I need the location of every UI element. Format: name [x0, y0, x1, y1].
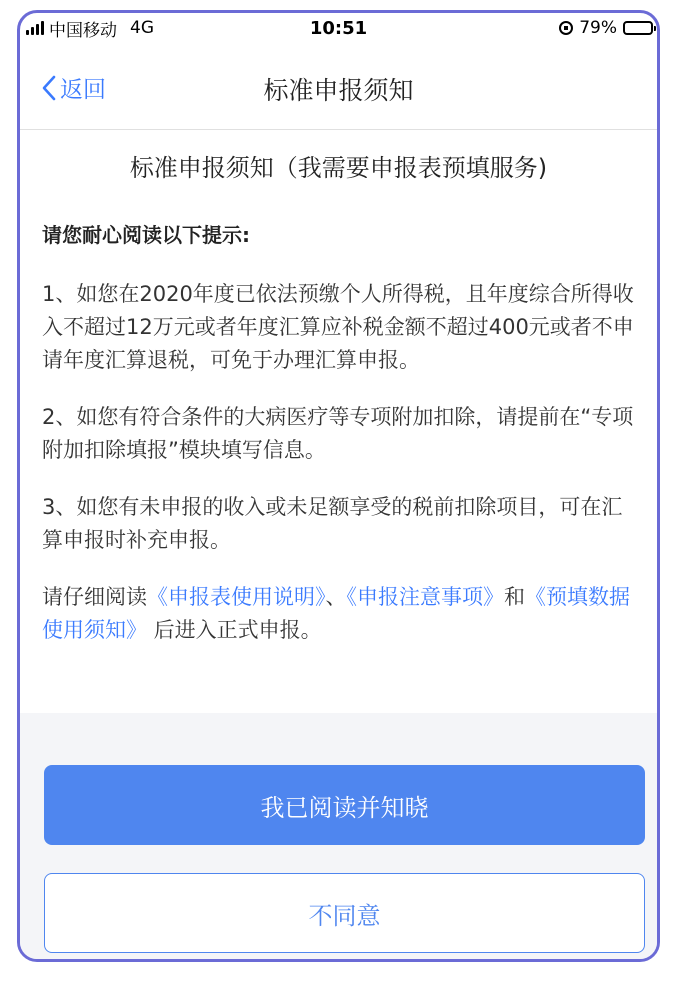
footer-actions [20, 713, 657, 959]
rotation-lock-icon [559, 21, 573, 35]
notice-item-3: 3、如您有未申报的收入或未足额享受的税前扣除项目，可在汇算申报时补充申报。 [42, 495, 623, 552]
reading-notice [42, 581, 635, 647]
carrier-label: 中国移动 [49, 20, 117, 41]
status-right [559, 18, 653, 38]
doc-title: 标准申报须知（我需要申报表预填服务) [129, 154, 548, 182]
notice-prefix: 请仔细阅读 [42, 585, 147, 609]
notice-separator: 、 [325, 585, 347, 609]
notice-item-1: 1、如您在2020年度已依法预缴个人所得税，且年度综合所得收入不超过12万元或者年度汇算应补税金额不超过400元或者不申请年度汇算退税，可免于办理汇算申报。 [42, 282, 634, 372]
notice-suffix: 后进入正式申报。 [147, 618, 322, 642]
notice-content [20, 148, 657, 647]
back-label: 返回 [60, 77, 106, 103]
agree-button[interactable]: 我已阅读并知晓 [44, 765, 645, 845]
status-left [26, 16, 154, 41]
nav-bar [20, 43, 657, 130]
notice-item-2: 2、如您有符合条件的大病医疗等专项附加扣除，请提前在“专项附加扣除填报”模块填写信息。 [42, 405, 634, 462]
page-title: 标准申报须知 [263, 76, 414, 105]
notice-heading: 请您耐心阅读以下提示: [42, 223, 250, 247]
disagree-button[interactable]: 不同意 [44, 873, 645, 953]
link-prefill-data-notice[interactable]: 《预填数据使用须知》 [42, 585, 630, 642]
status-bar [20, 13, 657, 43]
link-form-instructions[interactable]: 《申报表使用说明》 [147, 585, 326, 609]
battery-icon [623, 21, 653, 35]
battery-percent: 79% [579, 18, 617, 38]
phone-frame [17, 10, 660, 962]
link-declaration-notes[interactable]: 《申报注意事项》 [346, 585, 504, 609]
network-label: 4G [130, 18, 154, 38]
signal-icon [26, 21, 44, 35]
notice-and: 和 [504, 585, 525, 609]
status-time: 10:51 [309, 17, 368, 39]
